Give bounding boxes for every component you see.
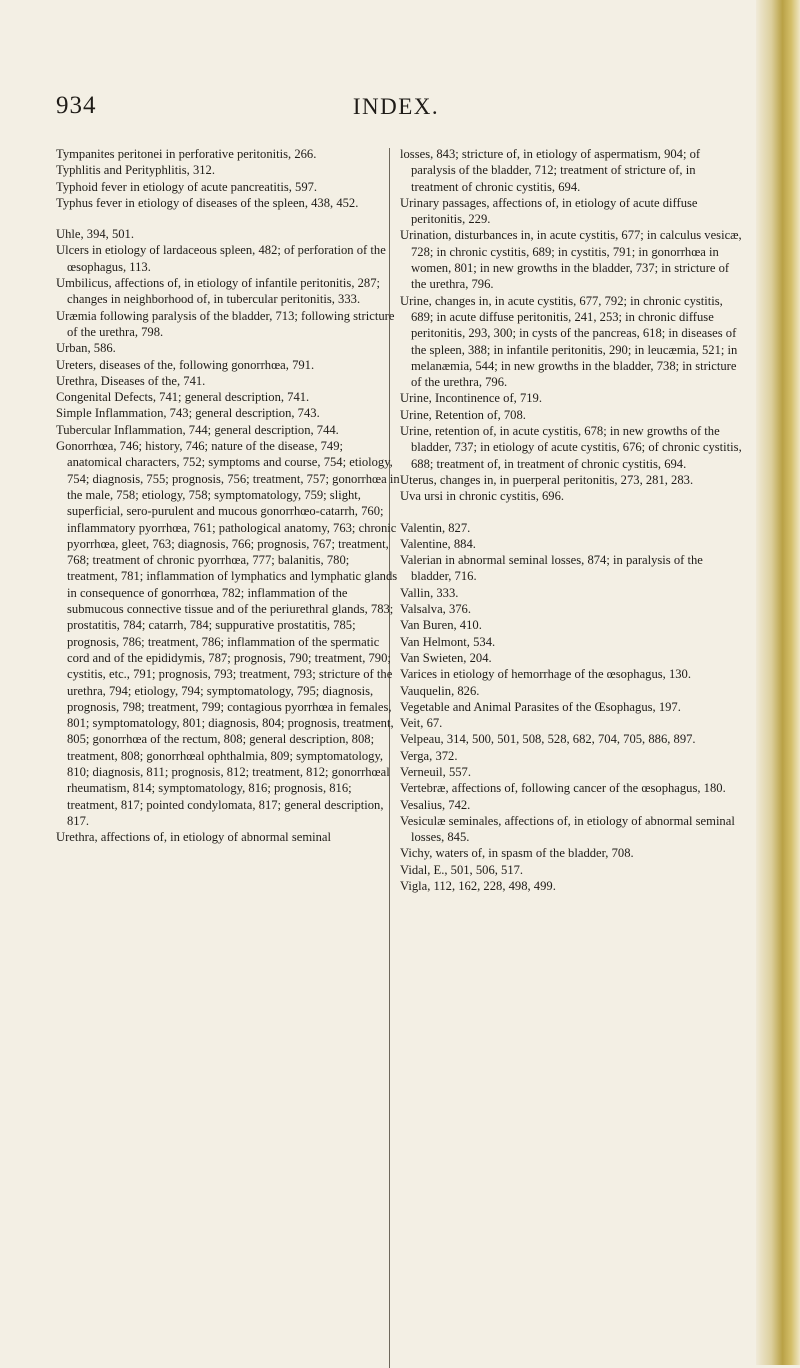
index-entry: Vichy, waters of, in spasm of the bladder, 708. <box>400 846 634 861</box>
index-entry: Verga, 372. <box>400 748 458 763</box>
index-entry: Van Buren, 410. <box>400 618 482 633</box>
right-column <box>400 146 744 894</box>
index-entry: Van Swieten, 204. <box>400 650 492 665</box>
section-gap <box>56 211 400 226</box>
index-entry: Varices in etiology of hemorrhage of the œsophagus, 130. <box>400 667 691 682</box>
index-entry: Umbilicus, affections of, in etiology of infantile peritonitis, 287; changes in neighborhood of, in tubercular peritonitis, 333. <box>56 276 380 307</box>
left-column <box>56 146 400 845</box>
running-title: INDEX. <box>352 94 440 119</box>
index-entry: Vertebræ, affections of, following cancer of the œsophagus, 180. <box>400 781 726 796</box>
index-entry: Vegetable and Animal Parasites of the Œsophagus, 197. <box>400 699 681 714</box>
index-entry: Vauquelin, 826. <box>400 683 480 698</box>
index-entry: Valsalva, 376. <box>400 602 471 617</box>
page-header <box>56 92 736 132</box>
index-entry: Vidal, E., 501, 506, 517. <box>400 862 524 877</box>
index-entry: Urination, disturbances in, in acute cystitis, 677; in calculus vesicæ, 728; in chronic cystitis, 689; in cystitis, 791; in gonorrhœa in women, 801; in new growths in the bladder, 737; in stricture of the urethra, 796. <box>400 228 742 292</box>
index-entry: Tympanites peritonei in perforative peritonitis, 266. <box>56 147 317 161</box>
page-edge <box>756 0 800 1365</box>
index-entry: Van Helmont, 534. <box>400 634 496 649</box>
index-entry: Valerian in abnormal seminal losses, 874; in paralysis of the bladder, 716. <box>400 553 703 584</box>
index-entry: Urine, changes in, in acute cystitis, 677, 792; in chronic cystitis, 689; in acute diffuse peritonitis, 241, 253; in chronic diffuse peritonitis, 293, 300; in cysts of the pancreas, 618; in diseases of the spleen, 388; in infantile peritonitis, 290; in leucæmia, 521; in melanæmia, 544; in new growths in the bladder, 738; in stricture of the urethra, 796. <box>400 293 738 390</box>
index-entry: Ureters, diseases of the, following gonorrhœa, 791. <box>56 357 315 372</box>
index-entry: Urethra, Diseases of the, 741. <box>56 373 206 388</box>
index-entry: Gonorrhœa, 746; history, 746; nature of the disease, 749; anatomical characters, 752; symptoms and course, 754; etiology, 754; diagnosis, 755; prognosis, 756; treatment, 757; gonorrhœa in the male, 758; etiology, 758; symptomatology, 759; slight, superficial, sero-purulent and mucous gonorrhœo-catarrh, 760; inflammatory pyorrhœa, 761; pathological anatomy, 763; chronic pyorrhœa, gleet, 763; diagnosis, 766; prognosis, 767; treatment, 768; treatment of chronic pyorrhœa, 777; balanitis, 780; treatment, 781; inflammation of lymphatics and lymphatic glands in consequence of gonorrhœa, 782; inflammation of the submucous connective tissue and of the periurethral glands, 783; prostatitis, 784; catarrh, 784; suppurative prostatitis, 785; prognosis, 786; treatment, 786; inflammation of the spermatic cord and of the epididymis, 787; prognosis, 790; treatment, 790; cystitis, etc., 791; prognosis, 793; treatment, 793; stricture of the urethra, 794; etiology, 794; symptomatology, 795; diagnosis, prognosis, 798; treatment, 799; contagious pyorrhœa in females, 801; symptomatology, 801; diagnosis, 804; prognosis, treatment, 805; gonorrhœa of the rectum, 808; general description, 808; treatment, 808; gonorrhœal ophthalmia, 809; symptomatology, 810; diagnosis, 811; prognosis, 812; treatment, 812; gonorrhœal rheumatism, 814; symptomatology, 816; prognosis, 816; treatment, 817; pointed condylomata, 817; general description, 817. <box>56 439 400 828</box>
index-entry: Uterus, changes in, in puerperal peritonitis, 273, 281, 283. <box>400 472 694 487</box>
index-entry: losses, 843; stricture of, in etiology of aspermatism, 904; of paralysis of the bladder, 712; treatment of stricture of, in treatment of chronic cystitis, 694. <box>400 147 701 194</box>
index-entry: Urethra, affections of, in etiology of abnormal seminal <box>56 830 331 845</box>
index-entry: Urine, retention of, in acute cystitis, 678; in new growths of the bladder, 737; in etiology of acute cystitis, 676; of chronic cystitis, 688; treatment of, in treatment of chronic cystitis, 694. <box>400 424 742 471</box>
page-number: 934 <box>56 92 97 119</box>
index-entry: Ulcers in etiology of lardaceous spleen, 482; of perforation of the œsophagus, 113. <box>56 243 386 274</box>
index-entry: Urine, Retention of, 708. <box>400 407 526 422</box>
index-entry: Congenital Defects, 741; general description, 741. <box>56 390 310 405</box>
index-entry: Verneuil, 557. <box>400 764 471 779</box>
index-entry: Uva ursi in chronic cystitis, 696. <box>400 489 565 504</box>
index-entry: Valentine, 884. <box>400 536 476 551</box>
index-entry: Urban, 586. <box>56 341 116 356</box>
index-entry: Uræmia following paralysis of the bladder, 713; following stricture of the urethra, 798. <box>56 308 395 339</box>
section-gap <box>400 505 744 520</box>
index-entry: Valentin, 827. <box>400 520 471 535</box>
index-entry: Uhle, 394, 501. <box>56 227 135 242</box>
index-entry: Vigla, 112, 162, 228, 498, 499. <box>400 879 556 894</box>
index-entry: Vesiculæ seminales, affections of, in etiology of abnormal seminal losses, 845. <box>400 813 735 845</box>
index-entry: Typhus fever in etiology of diseases of the spleen, 438, 452. <box>56 195 359 210</box>
index-entry: Vallin, 333. <box>400 585 459 600</box>
index-entry: Typhlitis and Perityphlitis, 312. <box>56 163 215 178</box>
index-entry: Urinary passages, affections of, in etiology of acute diffuse peritonitis, 229. <box>400 195 698 227</box>
index-entry: Vesalius, 742. <box>400 797 471 812</box>
index-entry: Velpeau, 314, 500, 501, 508, 528, 682, 704, 705, 886, 897. <box>400 732 696 747</box>
index-entry: Simple Inflammation, 743; general description, 743. <box>56 406 320 421</box>
index-entry: Veit, 67. <box>400 716 443 731</box>
index-entry: Typhoid fever in etiology of acute pancreatitis, 597. <box>56 179 318 194</box>
index-entry: Tubercular Inflammation, 744; general description, 744. <box>56 422 339 437</box>
index-entry: Urine, Incontinence of, 719. <box>400 391 542 406</box>
